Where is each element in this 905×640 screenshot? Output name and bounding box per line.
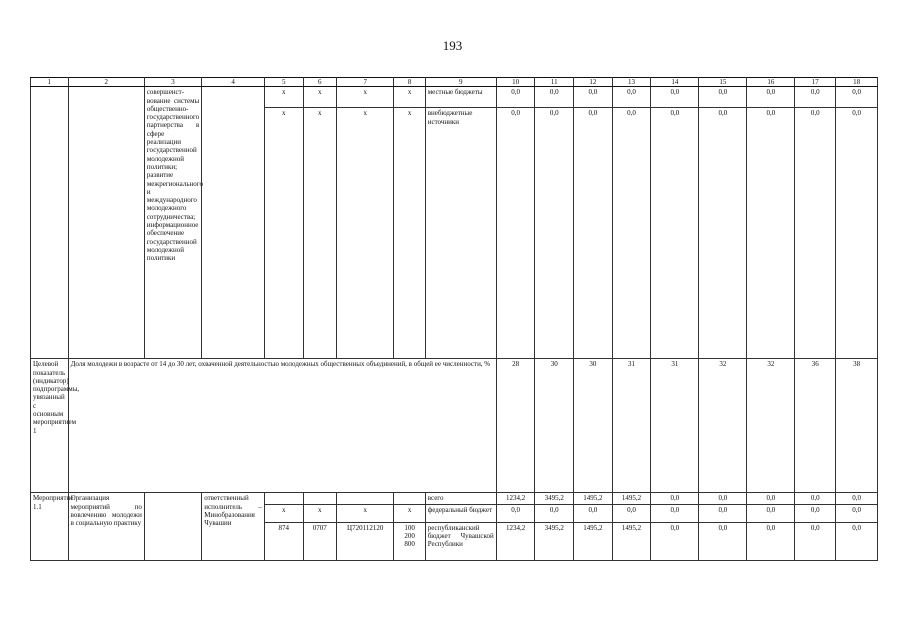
- table-cell: 0,0: [574, 87, 613, 108]
- table-cell: [303, 493, 336, 504]
- table-cell: 1234,2: [496, 493, 535, 504]
- indicator-value: 31: [612, 359, 651, 493]
- table-cell: 0,0: [496, 87, 535, 108]
- header-cell: 7: [336, 78, 393, 87]
- header-cell: 9: [425, 78, 496, 87]
- table-cell: х: [336, 504, 393, 522]
- indicator-label: Целевой показатель (индикатор) подпрограммы, увязанный с основным мероприятием 1: [31, 359, 69, 493]
- table-cell: 1495,2: [574, 493, 613, 504]
- header-cell: 2: [68, 78, 144, 87]
- table-cell: х: [336, 108, 393, 359]
- table-cell: 0,0: [699, 87, 747, 108]
- table-cell: 0,0: [651, 504, 699, 522]
- table-cell: х: [264, 87, 303, 108]
- table-cell: 1495,2: [612, 493, 651, 504]
- table-cell: 0,0: [699, 493, 747, 504]
- budget-table: [30, 77, 878, 561]
- funding-source: федеральный бюджет: [425, 504, 496, 522]
- subprogram-goal-text: совершенст-вование системы общественно-государственного партнерства в сфере реализации государственной молодежной политики; развитие межрегионального и международного молодежного сотрудничества; информационное обеспечение государственной молодежной политики: [144, 87, 201, 359]
- header-cell: 4: [202, 78, 265, 87]
- table-cell: 0,0: [535, 108, 574, 359]
- table-cell: 0,0: [651, 493, 699, 504]
- table-cell: х: [303, 87, 336, 108]
- header-cell: 6: [303, 78, 336, 87]
- table-cell: 0,0: [574, 108, 613, 359]
- table-cell: 1234,2: [496, 522, 535, 560]
- table-cell: [336, 493, 393, 504]
- table-cell: 0,0: [747, 493, 795, 504]
- header-cell: 11: [535, 78, 574, 87]
- table-cell: х: [303, 108, 336, 359]
- header-cell: 17: [795, 78, 836, 87]
- table-cell: 3495,2: [535, 522, 574, 560]
- table-cell: 874: [264, 522, 303, 560]
- header-cell: 13: [612, 78, 651, 87]
- table-cell: 0,0: [836, 504, 878, 522]
- indicator-text: Доля молодежи в возрасте от 14 до 30 лет, охваченной деятельностью молодежных общественных объединений, в общей ее численности, %: [68, 359, 496, 493]
- measure-name: Организация мероприятий по вовлечению молодежи в социальную практику: [68, 493, 144, 560]
- indicator-value: 32: [747, 359, 795, 493]
- table-cell: 1495,2: [612, 522, 651, 560]
- indicator-value: 30: [535, 359, 574, 493]
- table-cell: 0,0: [651, 108, 699, 359]
- table-cell: 0,0: [651, 522, 699, 560]
- table-cell: 0,0: [836, 522, 878, 560]
- table-cell: 0,0: [574, 504, 613, 522]
- funding-source: местные бюджеты: [425, 87, 496, 108]
- table-cell: [31, 87, 69, 359]
- table-cell: [264, 493, 303, 504]
- table-cell: 3495,2: [535, 493, 574, 504]
- responsible-executor: ответственный исполнитель – Минобразования Чувашии: [202, 493, 265, 560]
- header-cell: 10: [496, 78, 535, 87]
- indicator-value: 36: [795, 359, 836, 493]
- table-cell: х: [394, 108, 425, 359]
- table-cell: 0,0: [612, 504, 651, 522]
- table-cell: 0,0: [612, 87, 651, 108]
- table-cell: [68, 87, 144, 359]
- table-cell: [144, 493, 201, 560]
- table-cell: 0,0: [747, 87, 795, 108]
- indicator-value: 30: [574, 359, 613, 493]
- table-row: [31, 87, 878, 108]
- table-cell: 0,0: [836, 87, 878, 108]
- table-cell: х: [264, 504, 303, 522]
- page-number: 193: [442, 38, 463, 53]
- table-cell: [394, 493, 425, 504]
- table-cell: 0,0: [795, 504, 836, 522]
- table-cell: 0,0: [496, 504, 535, 522]
- table-cell: 1495,2: [574, 522, 613, 560]
- table-cell: х: [303, 504, 336, 522]
- indicator-row: [31, 359, 878, 493]
- table-cell: х: [336, 87, 393, 108]
- table-cell: 0,0: [535, 87, 574, 108]
- indicator-value: 31: [651, 359, 699, 493]
- funding-source: внебюджетные источники: [425, 108, 496, 359]
- header-cell: 8: [394, 78, 425, 87]
- table-cell: х: [394, 504, 425, 522]
- funding-source: всего: [425, 493, 496, 504]
- header-cell: 14: [651, 78, 699, 87]
- table-cell: х: [264, 108, 303, 359]
- table-cell: 100 200 800: [394, 522, 425, 560]
- header-cell: 18: [836, 78, 878, 87]
- table-cell: 0,0: [699, 108, 747, 359]
- table-cell: 0,0: [747, 108, 795, 359]
- header-cell: 1: [31, 78, 69, 87]
- header-cell: 15: [699, 78, 747, 87]
- table-cell: 0,0: [699, 522, 747, 560]
- table-cell: 0,0: [795, 108, 836, 359]
- table-cell: 0,0: [699, 504, 747, 522]
- table-cell: 0,0: [747, 504, 795, 522]
- table-cell: 0,0: [496, 108, 535, 359]
- table-cell: 0,0: [795, 87, 836, 108]
- indicator-value: 38: [836, 359, 878, 493]
- measure-label: Мероприятие 1.1: [31, 493, 69, 560]
- indicator-value: 32: [699, 359, 747, 493]
- table-cell: 0,0: [747, 522, 795, 560]
- table-cell: 0,0: [836, 108, 878, 359]
- table-cell: 0,0: [836, 493, 878, 504]
- header-cell: 12: [574, 78, 613, 87]
- table-cell: х: [394, 87, 425, 108]
- table-row: [31, 493, 878, 504]
- header-cell: 5: [264, 78, 303, 87]
- funding-source: республиканский бюджет Чувашской Республики: [425, 522, 496, 560]
- header-row: [31, 78, 878, 87]
- table-cell: 0,0: [795, 522, 836, 560]
- table-cell: 0,0: [612, 108, 651, 359]
- header-cell: 16: [747, 78, 795, 87]
- table-cell: Ц720112120: [336, 522, 393, 560]
- table-cell: 0,0: [535, 504, 574, 522]
- table-cell: 0707: [303, 522, 336, 560]
- table-cell: 0,0: [795, 493, 836, 504]
- table-cell: 0,0: [651, 87, 699, 108]
- table-cell: [202, 87, 265, 359]
- header-cell: 3: [144, 78, 201, 87]
- indicator-value: 28: [496, 359, 535, 493]
